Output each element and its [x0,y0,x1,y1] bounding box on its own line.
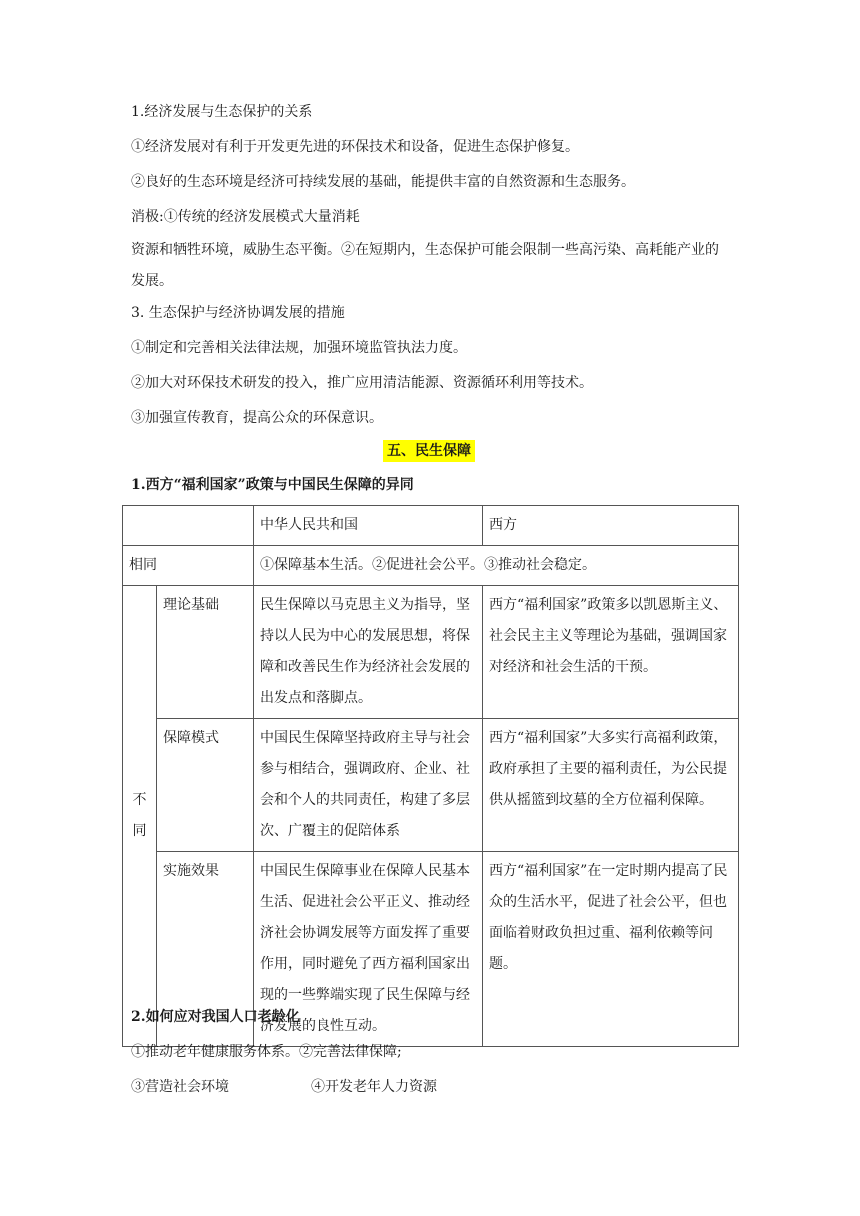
table-corner-cell [123,506,254,546]
table-row [123,586,739,719]
cell-west-theory: 西方“福利国家”政策多以凯恩斯主义、社会民主主义等理论为基础，强调国家对经济和社会生活的干预。 [483,586,739,719]
paragraph-positive-1: ①经济发展对有利于开发更先进的环保技术和设备，促进生态保护修复。 [131,139,579,155]
section-title-economy-ecology: 1.经济发展与生态保护的关系 [131,104,313,120]
aspect-model: 保障模式 [157,719,254,852]
cell-west-model: 西方“福利国家”大多实行高福利政策，政府承担了主要的福利责任，为公民提供从摇篮到坟墓的全方位福利保障。 [483,719,739,852]
measure-item-1: ①制定和完善相关法律法规，加强环境监管执法力度。 [131,340,467,356]
section-heading-livelihood: 五、民生保障 [383,440,475,462]
aging-measure-4: ④开发老年人力资源 [311,1079,437,1095]
cell-west-effect: 西方“福利国家”在一定时期内提高了民众的生活水平，促进了社会公平，但也面临着财政负担过重、福利依赖等问题。 [483,852,739,1047]
subheading-welfare-comparison: 1.西方“福利国家”政策与中国民生保障的异同 [131,477,414,493]
measure-item-2: ②加大对环保技术研发的投入，推广应用清洁能源、资源循环利用等技术。 [131,375,593,391]
paragraph-positive-2: ②良好的生态环境是经济可持续发展的基础，能提供丰富的自然资源和生态服务。 [131,174,635,190]
table-row-same [123,546,739,586]
aspect-effect: 实施效果 [157,852,254,1047]
paragraph-negative-detail: 资源和牺牲环境，威胁生态平衡。②在短期内，生态保护可能会限制一些高污染、高耗能产业的发展。 [131,242,719,289]
header-west: 西方 [483,506,739,546]
cell-china-effect: 中国民生保障事业在保障人民基本生活、促进社会公平正义、推动经济社会协调发展等方面发挥了重要作用，同时避免了西方福利国家出现的一些弊端实现了民生保障与经济发展的良性互动。 [254,852,483,1047]
cell-china-theory: 民生保障以马克思主义为指导，坚持以人民为中心的发展思想，将保障和改善民生作为经济社会发展的出发点和落脚点。 [254,586,483,719]
table-row [123,719,739,852]
measure-item-3: ③加强宣传教育，提高公众的环保意识。 [131,410,383,426]
diff-label-char-2: 同 [132,823,147,839]
section-title-measures: 3. 生态保护与经济协调发展的措施 [131,305,345,321]
aging-measure-3: ③营造社会环境 [131,1079,229,1095]
same-label: 相同 [123,546,254,586]
header-china: 中华人民共和国 [254,506,483,546]
subheading-aging: 2.如何应对我国人口老龄化 [131,1009,300,1025]
diff-label [123,586,157,1047]
cell-china-model: 中国民生保障坚持政府主导与社会参与相结合，强调政府、企业、社会和个人的共同责任，构建了多层次、广覆主的促陪体系 [254,719,483,852]
table-header-row [123,506,739,546]
aspect-theory: 理论基础 [157,586,254,719]
same-content: ①保障基本生活。②促进社会公平。③推动社会稳定。 [254,546,739,586]
paragraph-negative-intro: 消极:①传统的经济发展模式大量消耗 [131,209,360,225]
aging-measures-1: ①推动老年健康服务体系。②完善法律保障; [131,1044,402,1060]
diff-label-char-1: 不 [132,792,147,808]
comparison-table [122,505,739,1047]
